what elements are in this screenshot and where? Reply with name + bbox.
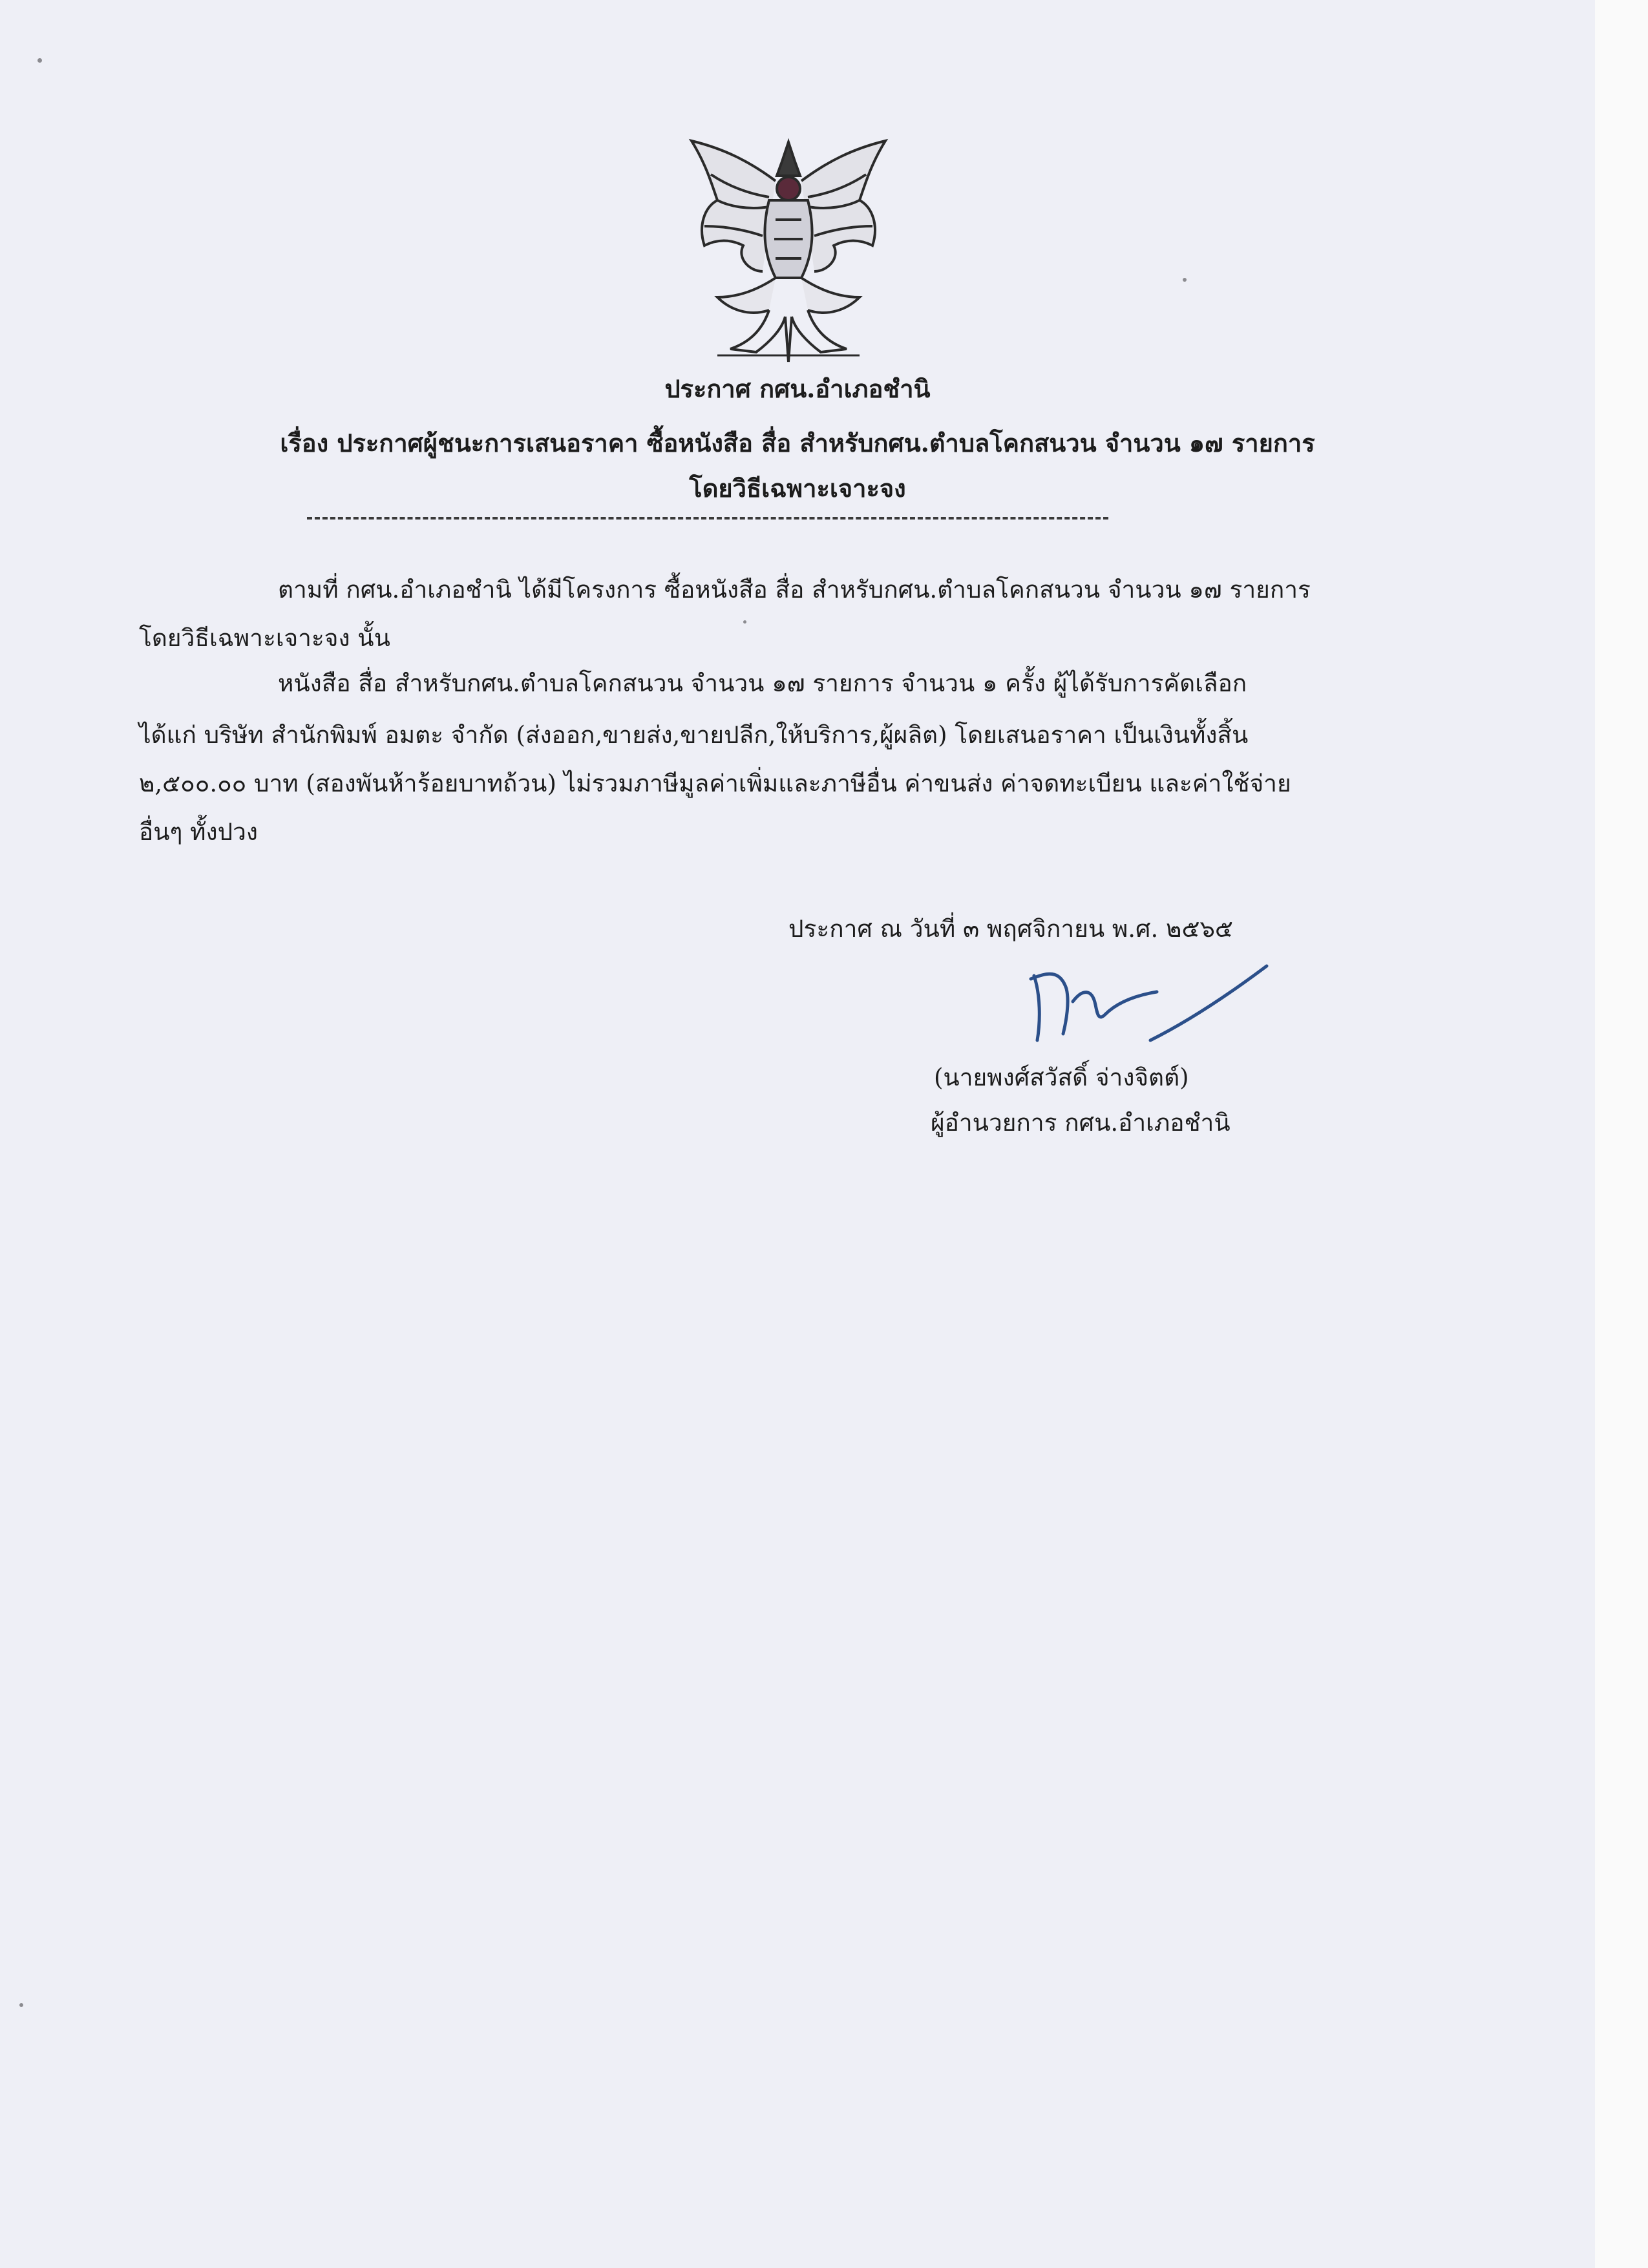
paragraph-1-line-2: โดยวิธีเฉพาะเจาะจง นั้น: [139, 624, 390, 652]
scan-speck: [37, 58, 42, 63]
paragraph-1-line-1: ตามที่ กศน.อำเภอชำนิ ได้มีโครงการ ซื้อหนังสือ สื่อ สำหรับกศน.ตำบลโคกสนวน จำนวน ๑๗ รายการ: [278, 576, 1311, 604]
paragraph-2-line-3: ๒,๕๐๐.๐๐ บาท (สองพันห้าร้อยบาทถ้วน) ไม่รวมภาษีมูลค่าเพิ่มและภาษีอื่น ค่าขนส่ง ค่าจดทะเบียน และค่าใช้จ่าย: [139, 770, 1291, 797]
paragraph-2-line-4: อื่นๆ ทั้งปวง: [139, 818, 258, 846]
header-divider: [307, 517, 1108, 522]
scan-speck: [19, 2003, 23, 2007]
paragraph-2-line-1: หนังสือ สื่อ สำหรับกศน.ตำบลโคกสนวน จำนวน ๑๗ รายการ จำนวน ๑ ครั้ง ผู้ได้รับการคัดเลือก: [278, 669, 1247, 697]
garuda-emblem: [679, 136, 898, 375]
scan-speck: [743, 620, 746, 624]
announcement-heading: ประกาศ กศน.อำเภอชำนิ: [664, 374, 931, 403]
signatory-name: (นายพงศ์สวัสดิ์ จ่างจิตต์): [934, 1064, 1189, 1091]
handwritten-signature: [1021, 950, 1280, 1053]
signatory-position: ผู้อำนวยการ กศน.อำเภอชำนิ: [931, 1109, 1231, 1137]
announcement-method: โดยวิธีเฉพาะเจาะจง: [689, 474, 906, 503]
paragraph-2-line-2: ได้แก่ บริษัท สำนักพิมพ์ อมตะ จำกัด (ส่งออก,ขายส่ง,ขายปลีก,ให้บริการ,ผู้ผลิต) โดยเสนอราคา เป็นเงินทั้งสิ้น: [139, 721, 1249, 749]
scan-speck: [1183, 278, 1187, 282]
scan-edge: [1595, 0, 1648, 2268]
announcement-subject: เรื่อง ประกาศผู้ชนะการเสนอราคา ซื้อหนังสือ สื่อ สำหรับกศน.ตำบลโคกสนวน จำนวน ๑๗ รายการ: [280, 428, 1315, 457]
announcement-date: ประกาศ ณ วันที่ ๓ พฤศจิกายน พ.ศ. ๒๕๖๕: [788, 915, 1233, 943]
